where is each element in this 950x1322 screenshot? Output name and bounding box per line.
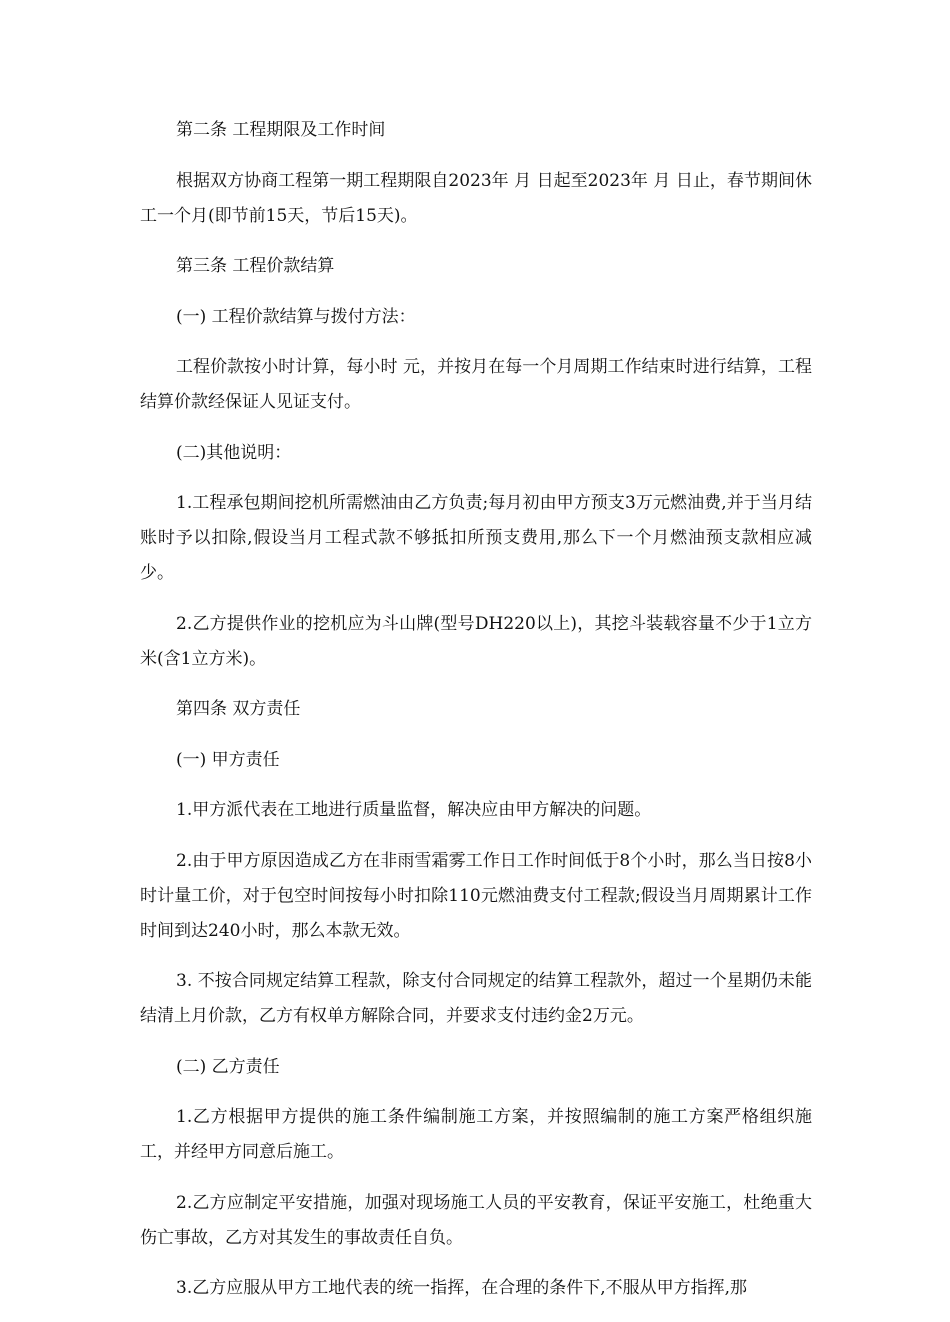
paragraph: 根据双方协商工程第一期工程期限自2023年 月 日起至2023年 月 日止，春节期间休工一个月(即节前15天，节后15天)。 (140, 170, 812, 226)
section-heading: (一) 工程价款结算与拨付方法： (176, 306, 416, 327)
list-item: 1.乙方根据甲方提供的施工条件编制施工方案，并按照编制的施工方案严格组织施工，并经甲方同意后施工。 (140, 1107, 812, 1162)
article-heading: 第二条 工程期限及工作时间 (176, 120, 386, 140)
list-item: 3.乙方应服从甲方工地代表的统一指挥，在合理的条件下,不服从甲方指挥,那 (176, 1278, 748, 1298)
list-item: 1.工程承包期间挖机所需燃油由乙方负责;每月初由甲方预支3万元燃油费,并于当月结账时予以扣除,假设当月工程式款不够抵扣所预支费用,那么下一个月燃油预支款相应减少。 (140, 493, 812, 583)
list-item: 2.由于甲方原因造成乙方在非雨雪霜雾工作日工作时间低于8个小时，那么当日按8小时计量工价，对于包空时间按每小时扣除110元燃油费支付工程款;假设当月周期累计工作时间到达240小时，那么本款无效。 (140, 850, 812, 941)
section-heading: (一) 甲方责任 (176, 749, 280, 770)
section-heading: (二)其他说明： (176, 442, 292, 463)
list-item: 3. 不按合同规定结算工程款，除支付合同规定的结算工程款外，超过一个星期仍未能结清上月价款，乙方有权单方解除合同，并要求支付违约金2万元。 (140, 971, 812, 1026)
paragraph: 工程价款按小时计算，每小时 元，并按月在每一个月周期工作结束时进行结算，工程结算价款经保证人见证支付。 (140, 357, 812, 412)
article-heading: 第三条 工程价款结算 (176, 256, 335, 276)
list-item: 2.乙方应制定平安措施，加强对现场施工人员的平安教育，保证平安施工，杜绝重大伤亡事故，乙方对其发生的事故责任自负。 (140, 1192, 812, 1248)
document-body (140, 113, 812, 1322)
section-heading: (二) 乙方责任 (176, 1056, 280, 1077)
list-item: 1.甲方派代表在工地进行质量监督，解决应由甲方解决的问题。 (176, 800, 652, 820)
article-heading: 第四条 双方责任 (176, 699, 301, 719)
list-item: 2.乙方提供作业的挖机应为斗山牌(型号DH220以上)，其挖斗装载容量不少于1立方米(含1立方米)。 (140, 613, 812, 669)
